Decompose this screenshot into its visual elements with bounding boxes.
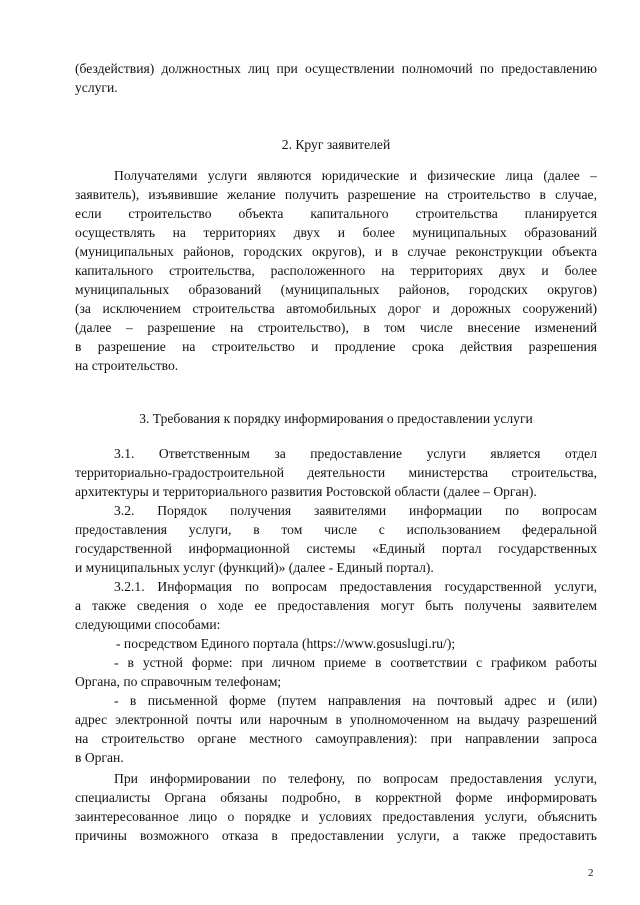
text-line: (муниципальных районов, городских округов), и в случае реконструкции объекта bbox=[75, 244, 597, 259]
text-line: Органа, по справочным телефонам; bbox=[75, 674, 282, 689]
text-line: При информировании по телефону, по вопросам предоставления услуги, bbox=[114, 771, 597, 786]
text-line: 3.2. Порядок получения заявителями информации по вопросам bbox=[114, 503, 597, 518]
list-item: - посредством Единого портала (https://www.gosuslugi.ru/); bbox=[116, 636, 456, 651]
list-item: - в письменной форме (путем направления на почтовый адрес и (или) bbox=[114, 693, 597, 708]
page-number: 2 bbox=[588, 867, 594, 879]
text-line: на строительство органе местного самоуправления): при направлении запроса bbox=[75, 731, 597, 746]
text-line: и муниципальных услуг (функций)» (далее - Единый портал). bbox=[75, 560, 434, 575]
text-line: предоставления услуги, в том числе с использованием федеральной bbox=[75, 522, 597, 537]
text-line: 3.1. Ответственным за предоставление услуги является отдел bbox=[114, 446, 597, 461]
text-line: в разрешение на строительство и продление срока действия разрешения bbox=[75, 339, 597, 354]
section-heading: 3. Требования к порядку информирования о предоставлении услуги bbox=[139, 411, 533, 426]
text-line: 3.2.1. Информация по вопросам предоставления государственной услуги, bbox=[114, 579, 597, 594]
text-line: (бездействия) должностных лиц при осуществлении полномочий по предоставлению bbox=[75, 61, 597, 76]
text-line: заинтересованное лицо о порядке и условиях предоставления услуги, объяснить bbox=[75, 809, 597, 824]
text-line: заявитель), изъявившие желание получить разрешение на строительство в случае, bbox=[75, 187, 597, 202]
text-line: адрес электронной почты или нарочным в уполномоченном на выдачу разрешений bbox=[75, 712, 597, 727]
text-line: специалисты Органа обязаны подробно, в корректной форме информировать bbox=[75, 790, 597, 805]
text-line: причины возможного отказа в предоставлении услуги, а также предоставить bbox=[75, 828, 597, 843]
text-line: капитального строительства, расположенного на территориях двух и более bbox=[75, 263, 597, 278]
section-heading: 2. Круг заявителей bbox=[281, 137, 391, 152]
text-line: (за исключением строительства автомобильных дорог и дорожных сооружений) bbox=[75, 301, 597, 316]
text-line: осуществлять на территориях двух и более муниципальных образований bbox=[75, 225, 597, 240]
text-line: услуги. bbox=[75, 80, 118, 95]
text-line: Получателями услуги являются юридические и физические лица (далее – bbox=[114, 168, 597, 183]
text-line: государственной информационной системы «Единый портал государственных bbox=[75, 541, 597, 556]
text-line: территориально-градостроительной деятельности министерства строительства, bbox=[75, 465, 597, 480]
text-line: в Орган. bbox=[75, 750, 124, 765]
text-line: (далее – разрешение на строительство), в том числе внесение изменений bbox=[75, 320, 597, 335]
text-line: следующими способами: bbox=[75, 617, 221, 632]
text-line: а также сведения о ходе ее предоставления могут быть получены заявителем bbox=[75, 598, 597, 613]
text-line: архитектуры и территориального развития Ростовской области (далее – Орган). bbox=[75, 484, 537, 499]
text-line: муниципальных образований (муниципальных районов, городских округов) bbox=[75, 282, 597, 297]
text-line: если строительство объекта капитального строительства планируется bbox=[75, 206, 597, 221]
text-line: на строительство. bbox=[75, 358, 179, 373]
list-item: - в устной форме: при личном приеме в соответствии с графиком работы bbox=[114, 655, 597, 670]
